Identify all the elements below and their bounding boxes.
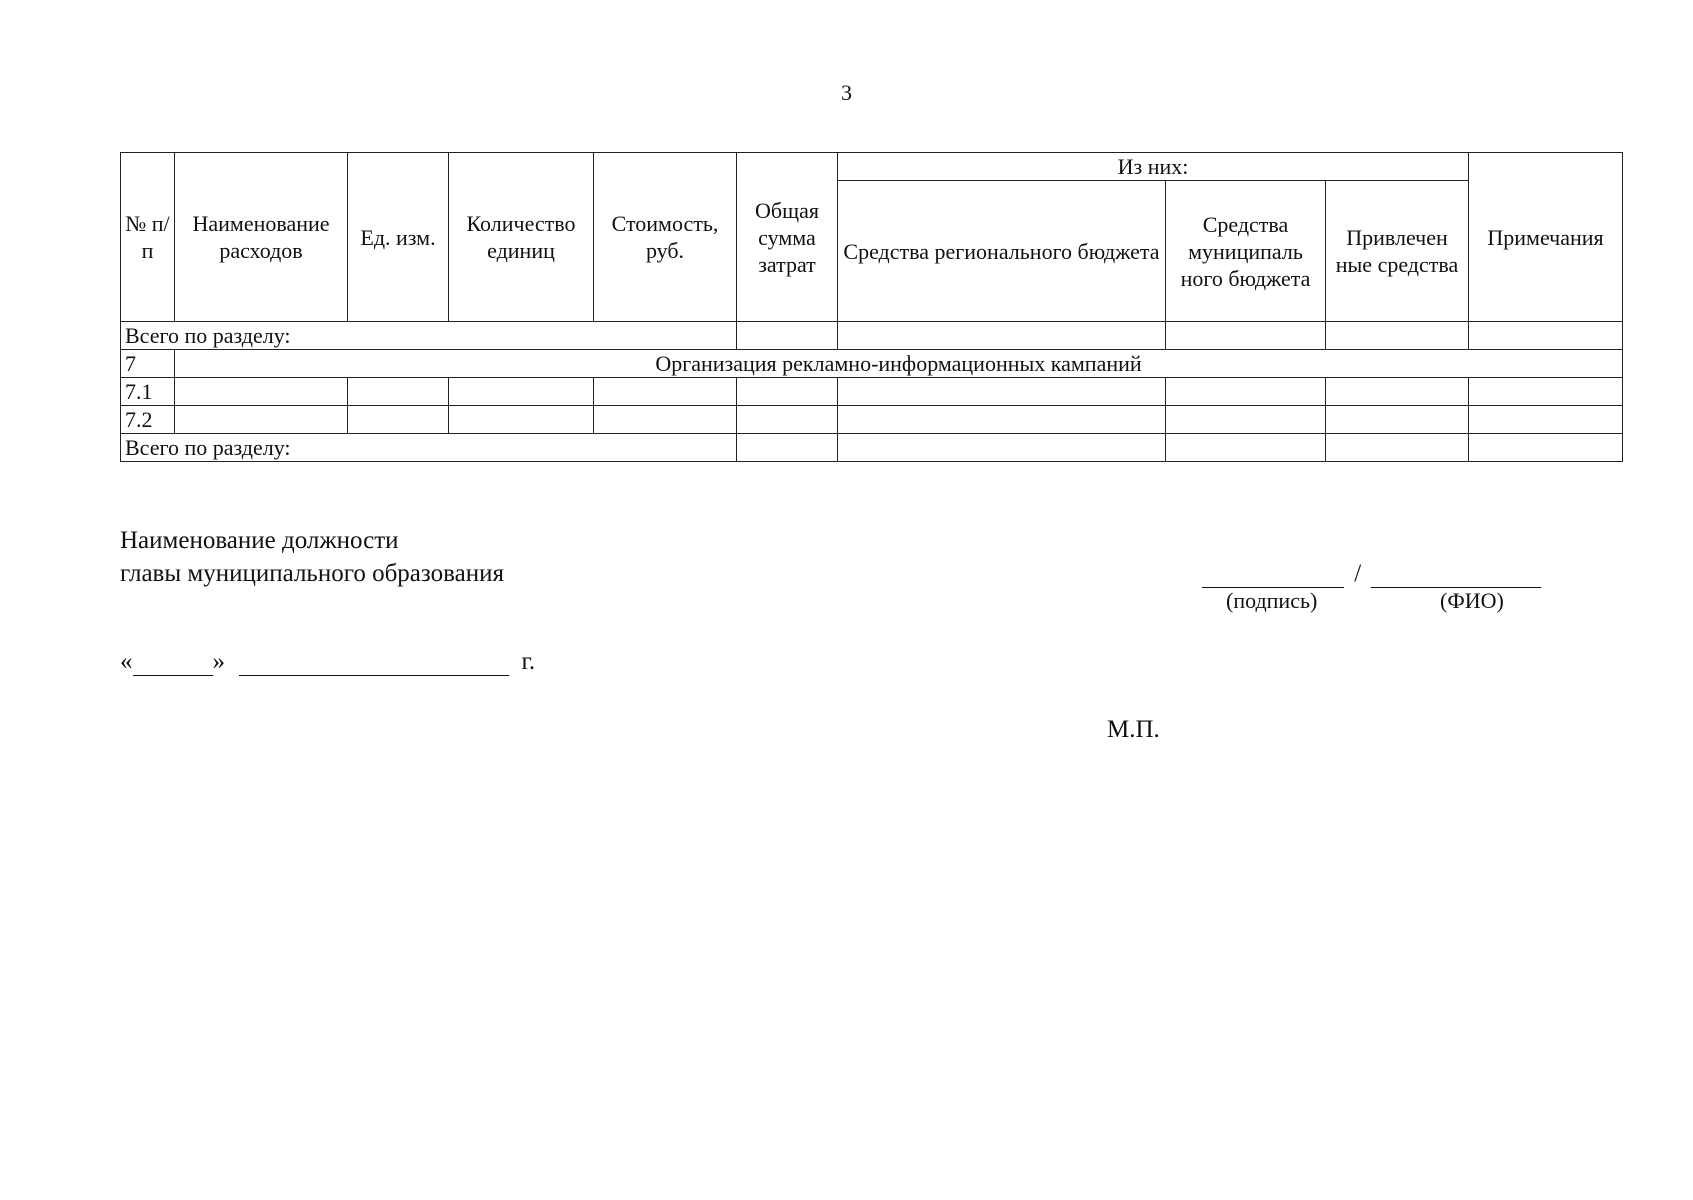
table-row <box>121 378 1623 406</box>
table-cell <box>1166 434 1326 462</box>
table-cell <box>838 378 1166 406</box>
section-title: Организация рекламно-информационных кампаний <box>175 350 1623 378</box>
date-line <box>120 648 535 676</box>
table-cell <box>838 434 1166 462</box>
table-cell <box>348 378 449 406</box>
table-cell <box>1166 322 1326 350</box>
table-cell <box>838 322 1166 350</box>
table-cell <box>1326 434 1469 462</box>
header-notes: Примечания <box>1469 153 1623 322</box>
stamp-placeholder: М.П. <box>1107 716 1160 743</box>
header-total: Общая сумма затрат <box>737 153 838 322</box>
position-title-line2: главы муниципального образования <box>120 560 504 587</box>
table-cell <box>594 378 737 406</box>
row-number: 7.2 <box>121 406 175 434</box>
table-row <box>121 406 1623 434</box>
header-of-them: Из них: <box>838 153 1469 181</box>
row-number: 7.1 <box>121 378 175 406</box>
page-number: 3 <box>841 80 852 105</box>
table-row <box>121 434 1623 462</box>
section-total-label: Всего по разделу: <box>121 434 737 462</box>
table-cell <box>348 406 449 434</box>
date-open-quote: « <box>120 648 133 675</box>
month-blank[interactable] <box>239 651 509 676</box>
table-cell <box>1326 378 1469 406</box>
table-cell <box>1469 322 1623 350</box>
budget-table <box>120 152 1623 462</box>
position-title-block <box>120 524 504 590</box>
header-municipal: Средства муниципаль ного бюджета <box>1166 181 1326 322</box>
table-cell <box>1469 434 1623 462</box>
table-cell <box>737 322 838 350</box>
header-attracted: Привлечен ные средства <box>1326 181 1469 322</box>
table-cell <box>1326 322 1469 350</box>
table-cell <box>838 406 1166 434</box>
table-cell <box>737 406 838 434</box>
position-title-line1: Наименование должности <box>120 527 399 554</box>
signature-caption: (подпись) <box>1226 588 1318 613</box>
header-name: Наименование расходов <box>175 153 348 322</box>
table-cell <box>175 378 348 406</box>
header-qty: Количество единиц <box>449 153 594 322</box>
table-cell <box>737 378 838 406</box>
name-caption: (ФИО) <box>1440 588 1504 613</box>
table-cell <box>737 434 838 462</box>
signature-blank[interactable] <box>1202 563 1344 588</box>
table-cell <box>449 378 594 406</box>
header-cost: Стоимость, руб. <box>594 153 737 322</box>
table-cell <box>1326 406 1469 434</box>
header-regional: Средства регионального бюджета <box>838 181 1166 322</box>
section-total-label: Всего по разделу: <box>121 322 737 350</box>
table-cell <box>1166 406 1326 434</box>
day-blank[interactable] <box>133 651 213 676</box>
table-cell <box>175 406 348 434</box>
table-cell <box>594 406 737 434</box>
table-cell <box>1469 406 1623 434</box>
signature-block <box>1202 560 1542 588</box>
date-close-quote: » <box>212 648 225 675</box>
year-suffix: г. <box>521 648 536 675</box>
header-num: № п/п <box>121 153 175 322</box>
section-number: 7 <box>121 350 175 378</box>
name-blank[interactable] <box>1371 563 1541 588</box>
table-cell <box>1166 378 1326 406</box>
table-cell <box>1469 378 1623 406</box>
table-cell <box>449 406 594 434</box>
table-row <box>121 322 1623 350</box>
signature-separator: / <box>1354 560 1362 587</box>
header-unit: Ед. изм. <box>348 153 449 322</box>
table-row <box>121 350 1623 378</box>
